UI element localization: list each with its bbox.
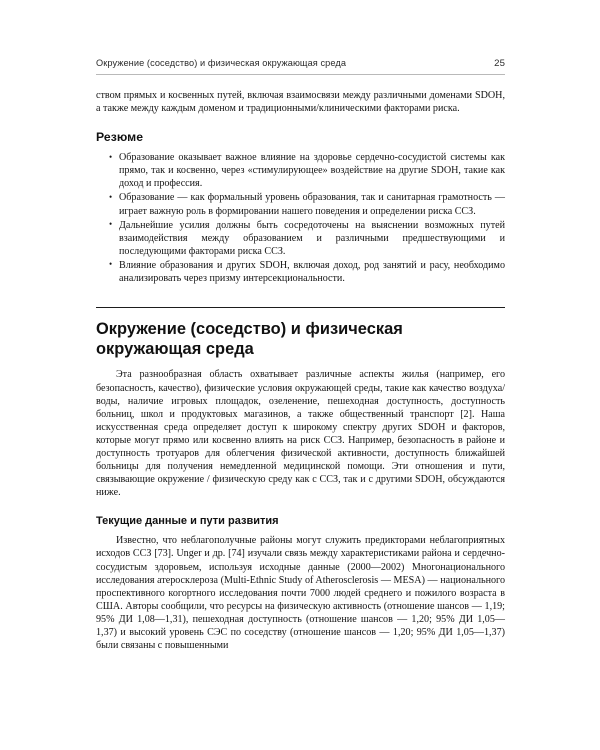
section-title-line-2: окружающая среда: [96, 339, 254, 358]
section-divider: [96, 307, 505, 308]
section-title-line-1: Окружение (соседство) и физическая: [96, 320, 403, 339]
summary-bullet-list: [96, 151, 505, 285]
page-title: [96, 320, 505, 359]
page-content: [96, 58, 505, 652]
current-data-paragraph: Известно, что неблагополучные районы могут служить предикторами неблагоприятных исходов ССЗ [73]. Unger и др. [74] изучали связь между характеристиками района и сердечно-сосудистым здоровьем, используя исходные данные (2000—2002) Многонационального исследования атеросклероза (Multi-Ethnic Study of Atherosclerosis — MESA) — национального проспективного когортного исследования почти 7000 людей среднего и пожилого возраста в США. Авторы сообщили, что ресурсы на физическую активность (отношение шансов — 1,19; 95% ДИ 1,08—1,31), пешеходная доступность (отношение шансов — 1,20; 95% ДИ 1,05—1,37) и высокий уровень СЭС по соседству (отношение шансов — 1,20; 95% ДИ 1,05—1,37) были связаны с повышенными: [96, 535, 505, 652]
header-divider: [96, 74, 505, 75]
current-data-heading: Текущие данные и пути развития: [96, 515, 279, 528]
section-paragraph: Эта разнообразная область охватывает различные аспекты жилья (например, его безопасность, качество), физические условия окружающей среды, такие как качество воздуха/воды, наличие игровых площадок, озеленение, пешеходная доступность, доступность больниц, школ и продуктовых магазинов, а также общественный транспорт [2]. Наша искусственная среда определяет доступ к широкому спектру других SDOH и факторов, которые могут прямо или косвенно влиять на риск ССЗ. Например, безопасность в районе и доступность тротуаров для облегчения физической активности, доступность ближайшей больницы для получения немедленной медицинской помощи. Эти отношения и пути, связывающие окружение / физическую среду как с ССЗ, так и с другими SDOH, обсуждаются ниже.: [96, 369, 505, 499]
page-number: 25: [494, 58, 505, 69]
running-header: [96, 58, 505, 74]
intro-paragraph: ством прямых и косвенных путей, включая взаимосвязи между различными доменами SDOH, а также между каждым доменом и традиционными/клиническими факторами риска.: [96, 90, 505, 115]
list-item: • Образование — как формальный уровень образования, так и санитарная грамотность — играет важную роль в формировании нашего поведения и определении риска ССЗ.: [109, 191, 505, 217]
list-item: • Дальнейшие усилия должны быть сосредоточены на выяснении возможных путей взаимодействия между образованием и различными предшествующими и последующими факторами риска ССЗ.: [109, 219, 505, 258]
running-header-title: Окружение (соседство) и физическая окружающая среда: [96, 58, 347, 68]
list-item: • Влияние образования и других SDOH, включая доход, род занятий и расу, необходимо анализировать через призму интерсекциональности.: [109, 259, 505, 285]
summary-heading: Резюме: [96, 130, 144, 145]
list-item: • Образование оказывает важное влияние на здоровье сердечно-сосудистой системы как прямо, так и косвенно, через «стимулирующее» воздействие на другие SDOH, такие как доход и профессия.: [109, 151, 505, 190]
section-block: [96, 307, 505, 499]
